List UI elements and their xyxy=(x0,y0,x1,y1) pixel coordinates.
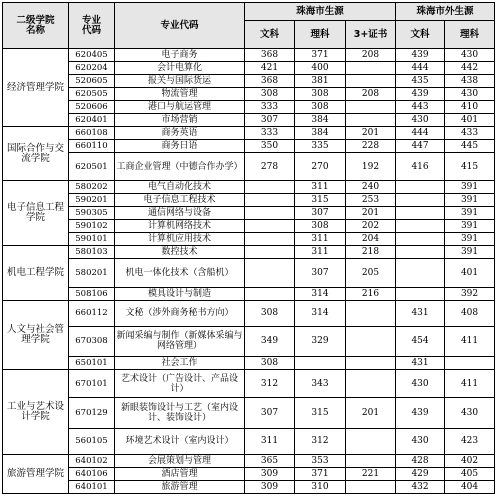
major-name-cell: 机电一体化技术（含船机） xyxy=(115,259,245,287)
major-name-cell: 计算机应用技术 xyxy=(115,233,245,246)
college-name-cell: 国际合作与交流学院 xyxy=(3,127,69,181)
major-code-cell: 670129 xyxy=(69,398,115,428)
major-name-cell: 新眼装饰设计与工艺（室内设计、装饰设计） xyxy=(115,398,245,428)
zhuhai-li-score-cell: 371 xyxy=(295,467,346,480)
outside-wen-score-cell: 416 xyxy=(396,153,445,181)
zhuhai-wen-score-cell xyxy=(245,194,295,207)
major-name-cell: 商务英语 xyxy=(115,127,245,140)
zhuhai-li-score-cell: 335 xyxy=(295,140,346,153)
table-row xyxy=(3,140,495,153)
major-name-cell: 模具设计与制造 xyxy=(115,287,245,300)
zhuhai-cert-score-cell xyxy=(346,101,396,114)
zhuhai-wen-score-cell: 308 xyxy=(245,88,295,101)
zhuhai-cert-score-cell: 208 xyxy=(346,49,396,62)
outside-wen-score-cell: 430 xyxy=(396,370,445,398)
table-row xyxy=(3,467,495,480)
outside-wen-score-cell: 431 xyxy=(396,357,445,370)
header-sub-label: 理科 xyxy=(310,28,330,40)
major-code-cell: 640106 xyxy=(69,467,115,480)
zhuhai-li-score-cell: 308 xyxy=(295,220,346,233)
zhuhai-cert-score-cell xyxy=(346,300,396,326)
outside-wen-score-cell: 430 xyxy=(396,114,445,127)
score-table-container xyxy=(2,2,494,494)
table-row xyxy=(3,49,495,62)
zhuhai-li-score-cell: 381 xyxy=(295,75,346,88)
major-code-cell: 590201 xyxy=(69,194,115,207)
major-name-cell: 市场营销 xyxy=(115,114,245,127)
zhuhai-li-score-cell: 310 xyxy=(295,480,346,493)
outside-li-score-cell: 430 xyxy=(445,398,495,428)
zhuhai-wen-score-cell xyxy=(245,181,295,194)
zhuhai-li-score-cell: 384 xyxy=(295,127,346,140)
zhuhai-wen-score-cell: 309 xyxy=(245,467,295,480)
major-name-cell: 文秘（涉外商务秘书方向） xyxy=(115,300,245,326)
major-code-cell: 580201 xyxy=(69,259,115,287)
zhuhai-wen-score-cell: 350 xyxy=(245,140,295,153)
zhuhai-cert-score-cell: 202 xyxy=(346,220,396,233)
college-name-cell: 旅游管理学院 xyxy=(3,454,69,493)
major-code-cell: 620501 xyxy=(69,153,115,181)
zhuhai-li-score-cell: 314 xyxy=(295,300,346,326)
zhuhai-li-score-cell: 315 xyxy=(295,398,346,428)
header-sub-label: 3+证书 xyxy=(353,28,388,40)
major-name-cell: 社会工作 xyxy=(115,357,245,370)
zhuhai-cert-score-cell xyxy=(346,62,396,75)
table-row xyxy=(3,398,495,428)
table-row xyxy=(3,207,495,220)
major-name-cell: 港口与航运管理 xyxy=(115,101,245,114)
outside-wen-score-cell xyxy=(396,181,445,194)
zhuhai-wen-score-cell xyxy=(245,246,295,259)
major-name-cell: 报关与国际货运 xyxy=(115,75,245,88)
outside-li-score-cell: 411 xyxy=(445,370,495,398)
outside-li-score-cell: 408 xyxy=(445,300,495,326)
header-college xyxy=(3,3,69,49)
major-code-cell: 670101 xyxy=(69,370,115,398)
major-code-cell: 620405 xyxy=(69,49,115,62)
zhuhai-wen-score-cell: 307 xyxy=(245,114,295,127)
college-name-cell: 机电工程学院 xyxy=(3,246,69,300)
major-code-cell: 590305 xyxy=(69,207,115,220)
zhuhai-wen-score-cell xyxy=(245,259,295,287)
zhuhai-wen-score-cell: 333 xyxy=(245,127,295,140)
header-zhuhai-wen xyxy=(245,21,295,49)
college-name-cell: 电子信息工程学院 xyxy=(3,181,69,246)
outside-li-score-cell: 391 xyxy=(445,246,495,259)
major-code-cell: 640101 xyxy=(69,480,115,493)
table-row xyxy=(3,454,495,467)
major-code-cell: 660108 xyxy=(69,127,115,140)
zhuhai-wen-score-cell: 312 xyxy=(245,370,295,398)
outside-wen-score-cell: 429 xyxy=(396,467,445,480)
zhuhai-li-score-cell: 311 xyxy=(295,181,346,194)
outside-wen-score-cell: 454 xyxy=(396,326,445,356)
major-code-cell: 580202 xyxy=(69,181,115,194)
table-row xyxy=(3,153,495,181)
zhuhai-cert-score-cell: 218 xyxy=(346,246,396,259)
table-row xyxy=(3,114,495,127)
zhuhai-wen-score-cell xyxy=(245,233,295,246)
header-zhuhai-label: 珠海市生源 xyxy=(296,5,344,17)
zhuhai-li-score-cell: 329 xyxy=(295,326,346,356)
zhuhai-cert-score-cell xyxy=(346,454,396,467)
major-name-cell: 电子信息工程技术 xyxy=(115,194,245,207)
zhuhai-cert-score-cell xyxy=(346,357,396,370)
college-name-cell: 工业与艺术设计学院 xyxy=(3,370,69,455)
header-zhuhai xyxy=(245,3,396,21)
outside-wen-score-cell xyxy=(396,287,445,300)
zhuhai-li-score-cell: 400 xyxy=(295,62,346,75)
outside-li-score-cell: 430 xyxy=(445,49,495,62)
zhuhai-cert-score-cell: 208 xyxy=(346,88,396,101)
outside-li-score-cell: 433 xyxy=(445,127,495,140)
outside-wen-score-cell: 444 xyxy=(396,127,445,140)
outside-wen-score-cell: 428 xyxy=(396,454,445,467)
zhuhai-cert-score-cell: 240 xyxy=(346,181,396,194)
header-outside xyxy=(396,3,495,21)
header-outside-wen xyxy=(396,21,445,49)
zhuhai-wen-score-cell: 365 xyxy=(245,454,295,467)
outside-li-score-cell: 410 xyxy=(445,101,495,114)
outside-li-score-cell: 405 xyxy=(445,467,495,480)
header-major-name-label: 专业代码 xyxy=(160,19,199,31)
zhuhai-wen-score-cell: 278 xyxy=(245,153,295,181)
zhuhai-li-score-cell: 308 xyxy=(295,101,346,114)
major-name-cell: 物流管理 xyxy=(115,88,245,101)
zhuhai-li-score-cell: 314 xyxy=(295,287,346,300)
table-row xyxy=(3,233,495,246)
outside-wen-score-cell xyxy=(396,246,445,259)
zhuhai-wen-score-cell: 307 xyxy=(245,398,295,428)
major-code-cell: 650101 xyxy=(69,357,115,370)
outside-wen-score-cell xyxy=(396,207,445,220)
major-code-cell: 590101 xyxy=(69,233,115,246)
outside-li-score-cell: 423 xyxy=(445,428,495,454)
outside-li-score-cell: 415 xyxy=(445,153,495,181)
header-major-name xyxy=(115,3,245,49)
table-row xyxy=(3,357,495,370)
zhuhai-wen-score-cell: 349 xyxy=(245,326,295,356)
zhuhai-wen-score-cell: 308 xyxy=(245,357,295,370)
zhuhai-li-score-cell: 307 xyxy=(295,259,346,287)
zhuhai-wen-score-cell: 421 xyxy=(245,62,295,75)
table-row xyxy=(3,194,495,207)
table-row xyxy=(3,428,495,454)
zhuhai-cert-score-cell: 204 xyxy=(346,233,396,246)
table-row xyxy=(3,88,495,101)
zhuhai-li-score-cell: 307 xyxy=(295,207,346,220)
table-body xyxy=(3,49,495,494)
header-major-code-label: 专业 代码 xyxy=(81,14,101,36)
major-code-cell: 580103 xyxy=(69,246,115,259)
header-zhuhai-cert xyxy=(346,21,396,49)
outside-li-score-cell: 401 xyxy=(445,114,495,127)
outside-wen-score-cell xyxy=(396,194,445,207)
header-zhuhai-li xyxy=(295,21,346,49)
outside-wen-score-cell: 444 xyxy=(396,62,445,75)
outside-wen-score-cell: 430 xyxy=(396,428,445,454)
zhuhai-li-score-cell: 343 xyxy=(295,370,346,398)
outside-wen-score-cell: 439 xyxy=(396,49,445,62)
table-row xyxy=(3,300,495,326)
outside-wen-score-cell: 431 xyxy=(396,300,445,326)
zhuhai-wen-score-cell: 333 xyxy=(245,101,295,114)
college-name-cell: 经济管理学院 xyxy=(3,49,69,127)
zhuhai-li-score-cell: 311 xyxy=(295,233,346,246)
table-row xyxy=(3,101,495,114)
outside-li-score-cell: 430 xyxy=(445,88,495,101)
outside-li-score-cell: 402 xyxy=(445,454,495,467)
zhuhai-wen-score-cell: 309 xyxy=(245,480,295,493)
major-code-cell: 520606 xyxy=(69,101,115,114)
table-row xyxy=(3,62,495,75)
zhuhai-cert-score-cell xyxy=(346,480,396,493)
zhuhai-cert-score-cell xyxy=(346,114,396,127)
table-row xyxy=(3,246,495,259)
zhuhai-cert-score-cell: 192 xyxy=(346,153,396,181)
table-row xyxy=(3,370,495,398)
major-name-cell: 酒店管理 xyxy=(115,467,245,480)
major-code-cell: 620204 xyxy=(69,62,115,75)
major-name-cell: 通信网络与设备 xyxy=(115,207,245,220)
header-college-label: 二级学院 名称 xyxy=(16,14,55,36)
outside-li-score-cell: 391 xyxy=(445,233,495,246)
zhuhai-wen-score-cell: 368 xyxy=(245,75,295,88)
zhuhai-cert-score-cell: 205 xyxy=(346,259,396,287)
zhuhai-cert-score-cell xyxy=(346,326,396,356)
major-code-cell: 660112 xyxy=(69,300,115,326)
zhuhai-cert-score-cell: 201 xyxy=(346,398,396,428)
major-name-cell: 会展策划与管理 xyxy=(115,454,245,467)
zhuhai-wen-score-cell: 308 xyxy=(245,300,295,326)
major-name-cell: 环境艺术设计（室内设计） xyxy=(115,428,245,454)
outside-wen-score-cell: 447 xyxy=(396,140,445,153)
outside-li-score-cell: 391 xyxy=(445,220,495,233)
table-row xyxy=(3,287,495,300)
zhuhai-wen-score-cell xyxy=(245,207,295,220)
major-name-cell: 电子商务 xyxy=(115,49,245,62)
zhuhai-li-score-cell xyxy=(295,357,346,370)
header-outside-li xyxy=(445,21,495,49)
header-sub-label: 理科 xyxy=(460,28,480,40)
zhuhai-cert-score-cell: 253 xyxy=(346,194,396,207)
table-row xyxy=(3,480,495,493)
outside-li-score-cell: 391 xyxy=(445,194,495,207)
major-code-cell: 640102 xyxy=(69,454,115,467)
zhuhai-wen-score-cell: 311 xyxy=(245,428,295,454)
outside-wen-score-cell: 435 xyxy=(396,75,445,88)
header-sub-label: 文科 xyxy=(259,28,279,40)
outside-wen-score-cell: 439 xyxy=(396,398,445,428)
college-name-cell: 人文与社会管理学院 xyxy=(3,300,69,369)
table-row xyxy=(3,259,495,287)
outside-li-score-cell xyxy=(445,357,495,370)
major-code-cell: 620401 xyxy=(69,114,115,127)
major-code-cell: 620505 xyxy=(69,88,115,101)
outside-li-score-cell: 442 xyxy=(445,62,495,75)
outside-wen-score-cell xyxy=(396,220,445,233)
major-code-cell: 670308 xyxy=(69,326,115,356)
table-row xyxy=(3,181,495,194)
outside-li-score-cell: 401 xyxy=(445,259,495,287)
major-name-cell: 数控技术 xyxy=(115,246,245,259)
zhuhai-li-score-cell: 315 xyxy=(295,194,346,207)
major-name-cell: 电气自动化技术 xyxy=(115,181,245,194)
major-name-cell: 新闻采编与制作（新媒体采编与网络管理） xyxy=(115,326,245,356)
major-name-cell: 会计电算化 xyxy=(115,62,245,75)
zhuhai-cert-score-cell: 216 xyxy=(346,287,396,300)
major-code-cell: 508106 xyxy=(69,287,115,300)
major-code-cell: 520605 xyxy=(69,75,115,88)
zhuhai-cert-score-cell xyxy=(346,75,396,88)
outside-li-score-cell: 404 xyxy=(445,480,495,493)
zhuhai-li-score-cell: 371 xyxy=(295,49,346,62)
major-name-cell: 工商企业管理（中德合作办学） xyxy=(115,153,245,181)
table-row xyxy=(3,326,495,356)
zhuhai-li-score-cell: 312 xyxy=(295,428,346,454)
outside-wen-score-cell xyxy=(396,233,445,246)
major-code-cell: 590102 xyxy=(69,220,115,233)
zhuhai-li-score-cell: 270 xyxy=(295,153,346,181)
zhuhai-li-score-cell: 311 xyxy=(295,246,346,259)
major-name-cell: 艺术设计（广告设计、产品设计） xyxy=(115,370,245,398)
zhuhai-li-score-cell: 308 xyxy=(295,88,346,101)
outside-wen-score-cell xyxy=(396,259,445,287)
outside-li-score-cell: 391 xyxy=(445,181,495,194)
outside-li-score-cell: 445 xyxy=(445,140,495,153)
zhuhai-cert-score-cell: 201 xyxy=(346,207,396,220)
zhuhai-cert-score-cell: 221 xyxy=(346,467,396,480)
zhuhai-cert-score-cell: 228 xyxy=(346,140,396,153)
header-sub-label: 文科 xyxy=(410,28,430,40)
zhuhai-li-score-cell: 384 xyxy=(295,114,346,127)
zhuhai-cert-score-cell xyxy=(346,370,396,398)
table-row xyxy=(3,75,495,88)
zhuhai-wen-score-cell xyxy=(245,287,295,300)
major-name-cell: 旅游管理 xyxy=(115,480,245,493)
table-row xyxy=(3,127,495,140)
outside-li-score-cell: 392 xyxy=(445,287,495,300)
major-name-cell: 计算机网络技术 xyxy=(115,220,245,233)
zhuhai-li-score-cell: 353 xyxy=(295,454,346,467)
outside-li-score-cell: 411 xyxy=(445,326,495,356)
admission-score-table xyxy=(2,2,495,494)
outside-wen-score-cell: 443 xyxy=(396,101,445,114)
header-major-code xyxy=(69,3,115,49)
major-code-cell: 560105 xyxy=(69,428,115,454)
outside-wen-score-cell: 432 xyxy=(396,480,445,493)
header-outside-label: 珠海市外生源 xyxy=(416,5,474,17)
major-name-cell: 商务日语 xyxy=(115,140,245,153)
table-row xyxy=(3,220,495,233)
major-code-cell: 660110 xyxy=(69,140,115,153)
zhuhai-cert-score-cell: 201 xyxy=(346,127,396,140)
outside-wen-score-cell: 439 xyxy=(396,88,445,101)
outside-li-score-cell: 438 xyxy=(445,75,495,88)
outside-li-score-cell: 391 xyxy=(445,207,495,220)
zhuhai-cert-score-cell xyxy=(346,428,396,454)
zhuhai-wen-score-cell: 368 xyxy=(245,49,295,62)
zhuhai-wen-score-cell xyxy=(245,220,295,233)
